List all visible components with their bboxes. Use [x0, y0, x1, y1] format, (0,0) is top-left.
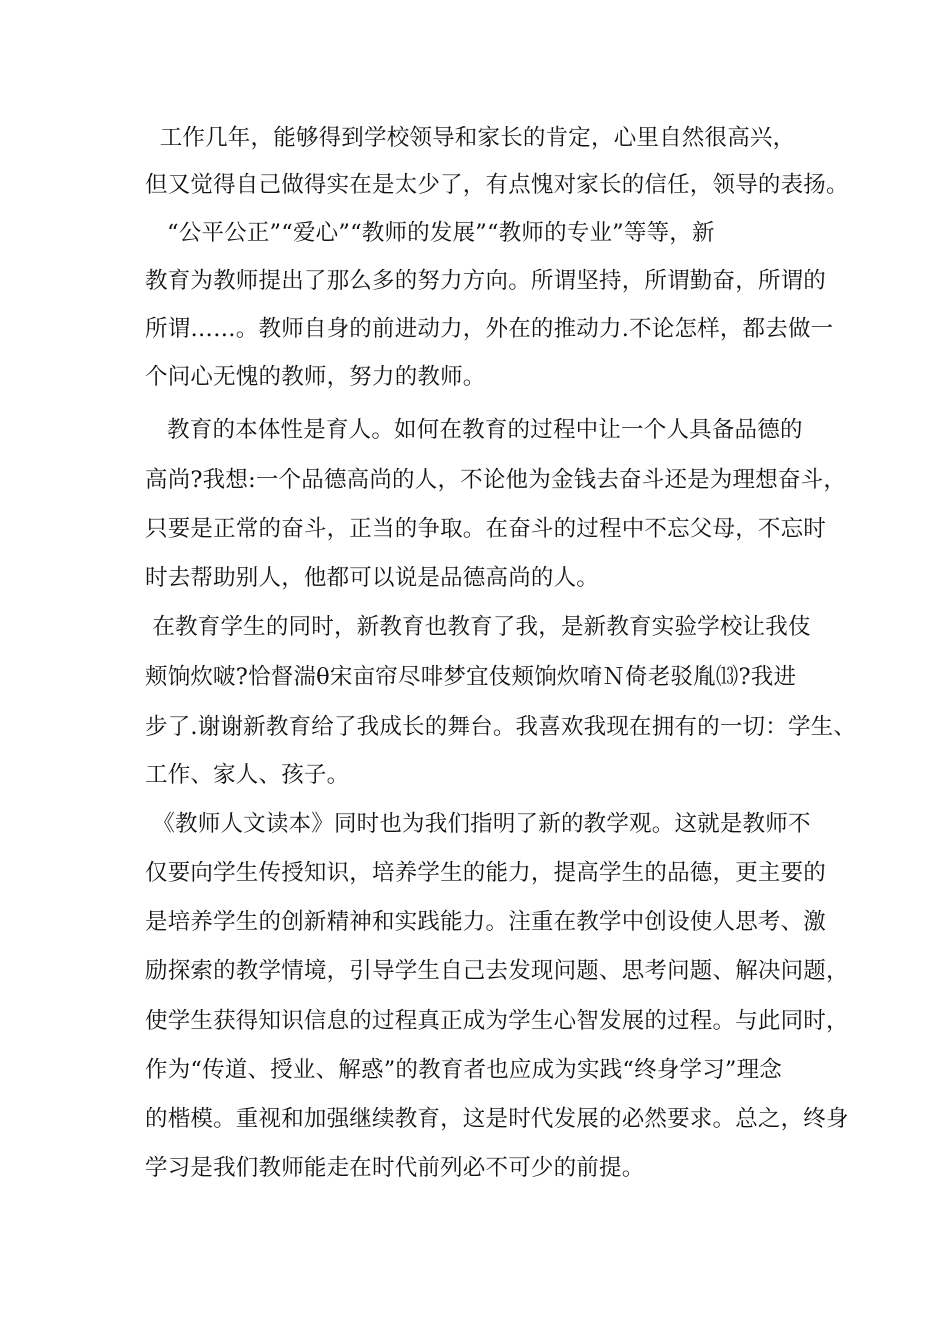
paragraph-5-line-4: 励探索的教学情境，引导学生自己去发现问题、思考问题、解决问题， — [145, 958, 849, 984]
paragraph-2-line-1: “公平公正”“爱心”“教师的发展”“教师的专业”等等，新 — [145, 220, 715, 246]
paragraph-5-line-2: 仅要向学生传授知识，培养学生的能力，提高学生的品德，更主要的 — [145, 860, 827, 886]
paragraph-5-line-5: 使学生获得知识信息的过程真正成为学生心智发展的过程。与此同时， — [145, 1008, 849, 1034]
paragraph-5-line-7: 的楷模。重视和加强继续教育，这是时代发展的必然要求。总之，终身 — [145, 1106, 849, 1132]
paragraph-1-line-2: 但又觉得自己做得实在是太少了，有点愧对家长的信任，领导的表扬。 — [145, 172, 849, 198]
paragraph-4-line-2: 颊饷炊啵?恰督湍θ宋亩帘尽啡梦宜伎颊饷炊唷Ｎ倚老驳胤⒀?我进 — [145, 664, 797, 690]
paragraph-4-line-3: 步了.谢谢新教育给了我成长的舞台。我喜欢我现在拥有的一切：学生、 — [145, 714, 857, 740]
paragraph-5-line-8: 学习是我们教师能走在时代前列必不可少的前提。 — [145, 1155, 645, 1181]
paragraph-1-line-1: 工作几年，能够得到学校领导和家长的肯定，心里自然很高兴， — [145, 125, 796, 151]
paragraph-4-line-4: 工作、家人、孩子。 — [145, 762, 350, 788]
paragraph-3-line-4: 时去帮助别人，他都可以说是品德高尚的人。 — [145, 565, 600, 591]
paragraph-3-line-1: 教育的本体性是育人。如何在教育的过程中让一个人具备品德的 — [145, 417, 803, 443]
paragraph-3-line-2: 高尚?我想:一个品德高尚的人，不论他为金钱去奋斗还是为理想奋斗， — [145, 467, 847, 493]
paragraph-2-line-2: 教育为教师提出了那么多的努力方向。所谓坚持，所谓勤奋，所谓的 — [145, 268, 827, 294]
paragraph-2-line-4: 个问心无愧的教师，努力的教师。 — [145, 364, 486, 390]
paragraph-4-line-1: 在教育学生的同时，新教育也教育了我，是新教育实验学校让我伎 — [145, 614, 811, 640]
paragraph-5-line-6: 作为“传道、授业、解惑”的教育者也应成为实践“终身学习”理念 — [145, 1057, 783, 1083]
paragraph-5-line-1: 《教师人文读本》同时也为我们指明了新的教学观。这就是教师不 — [145, 811, 811, 837]
paragraph-2-line-3: 所谓……。教师自身的前进动力，外在的推动力.不论怎样，都去做一 — [145, 316, 834, 342]
paragraph-3-line-3: 只要是正常的奋斗，正当的争取。在奋斗的过程中不忘父母，不忘时 — [145, 516, 827, 542]
paragraph-5-line-3: 是培养学生的创新精神和实践能力。注重在教学中创设使人思考、激 — [145, 909, 827, 935]
